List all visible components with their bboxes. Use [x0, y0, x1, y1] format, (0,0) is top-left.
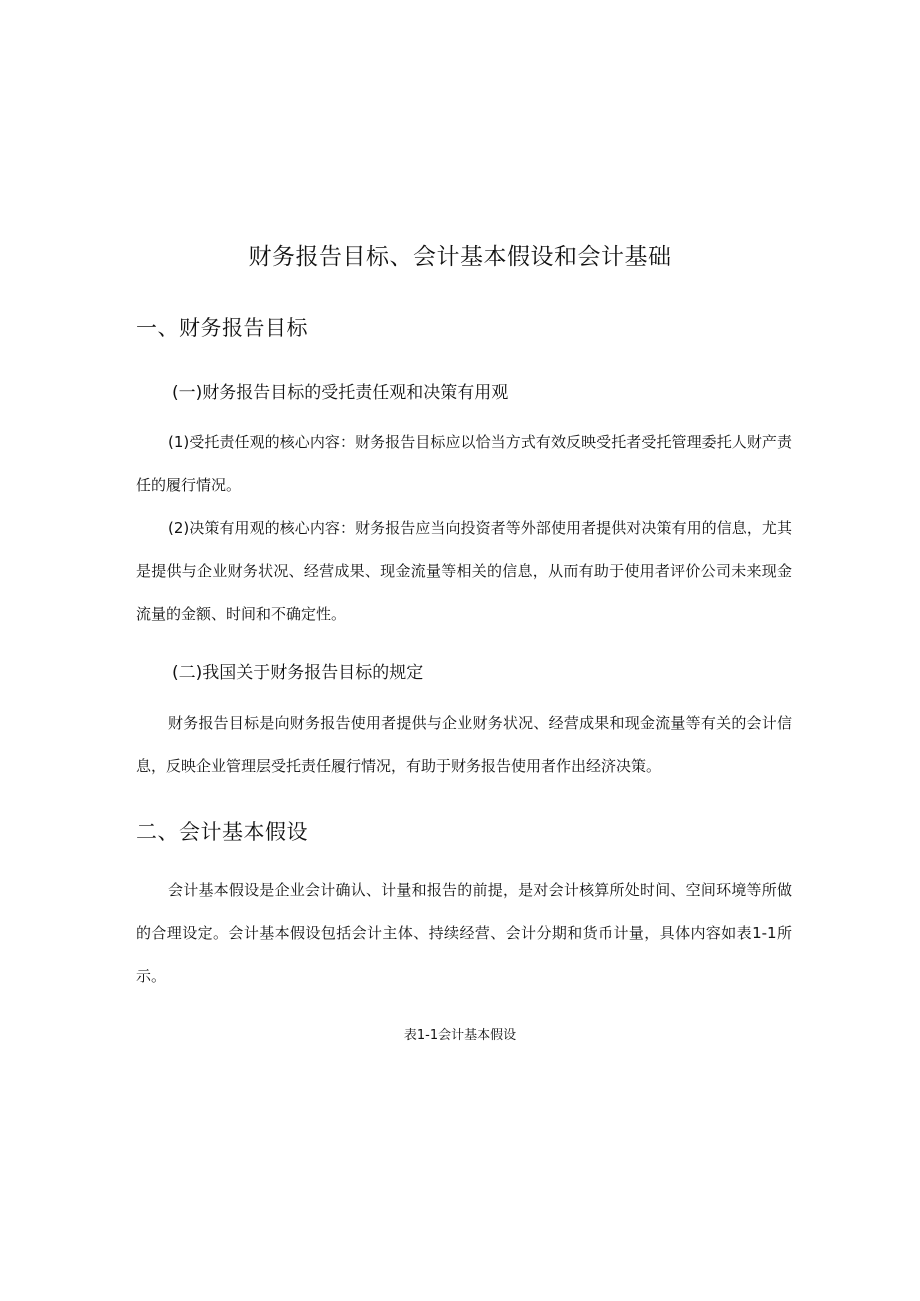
subsection-heading-1-1: (一)财务报告目标的受托责任观和决策有用观	[172, 383, 509, 403]
document-title: 财务报告目标、会计基本假设和会计基础	[248, 244, 672, 270]
subsection-heading-1-2: (二)我国关于财务报告目标的规定	[172, 663, 424, 683]
section-heading-2: 二、会计基本假设	[136, 820, 308, 844]
paragraph-stewardship: (1)受托责任观的核心内容：财务报告目标应以恰当方式有效反映受托者受托管理委托人财产责任的履行情况。	[136, 433, 792, 494]
table-caption: 表1-1会计基本假设	[403, 1028, 517, 1043]
paragraph-china-regulation: 财务报告目标是向财务报告使用者提供与企业财务状况、经营成果和现金流量等有关的会计信息，反映企业管理层受托责任履行情况，有助于财务报告使用者作出经济决策。	[136, 714, 792, 775]
paragraph-decision-usefulness: (2)决策有用观的核心内容：财务报告应当向投资者等外部使用者提供对决策有用的信息，尤其是提供与企业财务状况、经营成果、现金流量等相关的信息，从而有助于使用者评价公司未来现金流量的金额、时间和不确定性。	[136, 519, 792, 623]
paragraph-basic-assumptions: 会计基本假设是企业会计确认、计量和报告的前提，是对会计核算所处时间、空间环境等所做的合理设定。会计基本假设包括会计主体、持续经营、会计分期和货币计量，具体内容如表1-1所示。	[136, 881, 792, 985]
section-heading-1: 一、财务报告目标	[136, 316, 308, 340]
